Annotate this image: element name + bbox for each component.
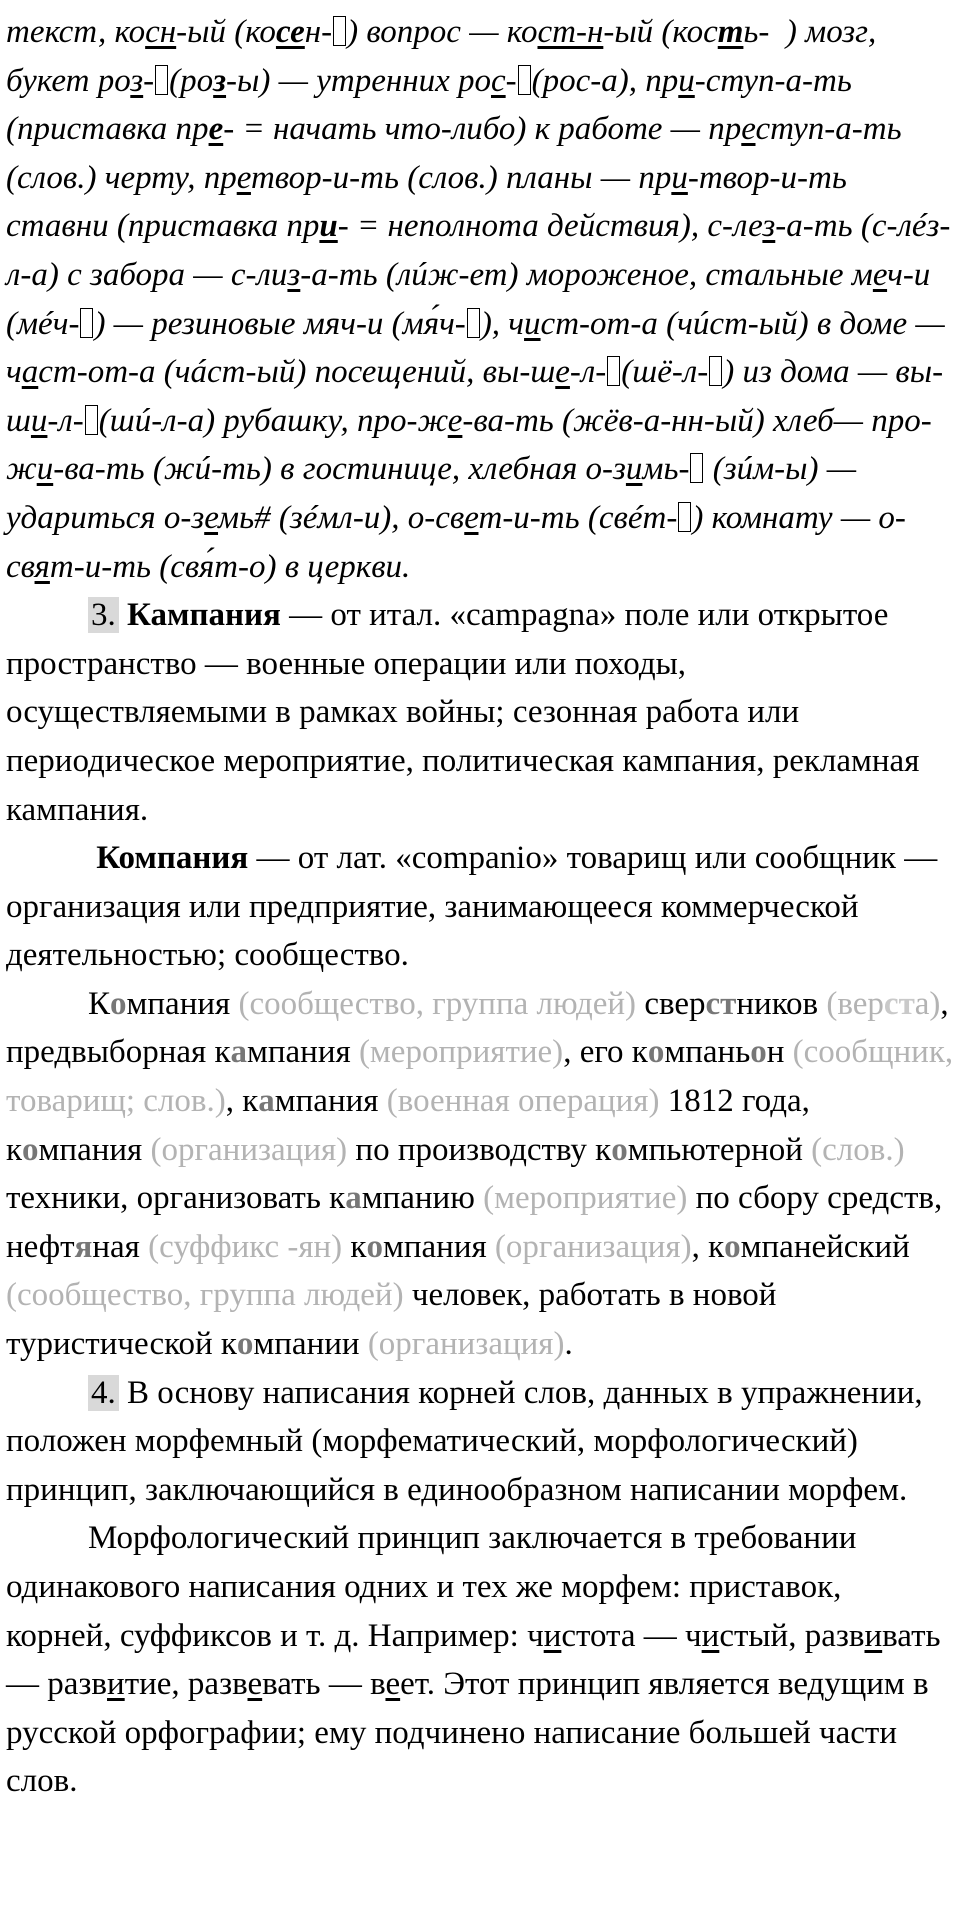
placeholder-box <box>155 65 168 95</box>
section-4-intro <box>6 1369 954 1515</box>
definition-company: — от лат. «companio» товарищ или сообщник — организация или предприятие, занимающееся коммерческой деятельностью; сообщество. <box>6 840 938 974</box>
section-number: 4. <box>88 1375 119 1411</box>
definition-campaign: — от итал. «campagna» поле или открытое пространство — военные операции или походы, осуществляемыми в рамках войны; сезонная работа или периодическое мероприятие, политическая кампания, рекламная кампания. <box>6 597 920 828</box>
section-number: 3. <box>88 597 119 633</box>
section-3-campaign <box>6 591 954 834</box>
placeholder-box <box>467 308 480 338</box>
placeholder-box <box>678 502 691 532</box>
term-company: Компания <box>96 840 249 877</box>
term-campaign: Кампания <box>127 597 281 634</box>
placeholder-box <box>518 65 531 95</box>
placeholder-box <box>690 453 703 483</box>
placeholder-box <box>80 308 93 338</box>
section-4-principle: Морфологический принцип заключается в требовании одинакового написания одних и тех же морфем: приставок, корней, суффиксов и т. д. Например: чистота — чистый, развивать — развитие, развевать — веет. Этот принцип является ведущим в русской орфографии; ему подчинено написание большей части слов. <box>6 1520 941 1800</box>
placeholder-box <box>607 356 620 386</box>
section-3-examples: Компания (сообщество, группа людей) сверстников (верста), предвыборная кампания (мероприятие), его компаньон (сообщник, товарищ; слов.), кампания (военная операция) 1812 года, компания (организация) по производству компьютерной (слов.) техники, организовать кампанию (мероприятие) по сбору средств, нефтяная (суффикс -ян) компания (организация), компанейский (сообщество, группа людей) человек, работать в новой туристической компании (организация). <box>6 985 954 1363</box>
section-4-paragraph-1: В основу написания корней слов, данных в упражнении, положен морфемный (морфематический, морфологический) принцип, заключающийся в единообразном написании морфем. <box>6 1374 923 1508</box>
placeholder-box <box>85 405 98 435</box>
exercise-2-tail: текст, косн-ый (косен- ) вопрос — кост-н-ый (кость- ) мозг, букет роз- (роз-ы) — утренних рос- (рос-а), при-ступ-а-ть (приставка пре- = начать что-либо) к работе — преступ-а-ть (слов.) черту, претвор-и-ть (слов.) планы — при-твор-и-ть ставни (приставка при- = неполнота действия), с-лез-а-ть (с-лéз-л-а) с забора — с-лиз-а-ть (лúж-ет) мороженое, стальные меч-и (мéч- ) — резиновые мяч-и (мя́ч- ), чист-от-а (чúст-ый) в доме — част-от-а (чáст-ый) посещений, вы-ше-л- (шё-л- ) из дома — вы-ши-л- (шú-л-а) рубашку, про-же-ва-ть (жёв-а-нн-ый) хлеб— про-жи-ва-ть (жú-ть) в гостинице, хлебная о-зимь- (зúм-ы) — удариться о-земь# (зéмл-и), о-свет-и-ть (свéт- ) комнату — о-свят-и-ть (свя́т-о) в церкви. <box>6 14 951 585</box>
section-3-company <box>6 834 954 980</box>
placeholder-box <box>709 356 722 386</box>
placeholder-box <box>333 16 346 46</box>
